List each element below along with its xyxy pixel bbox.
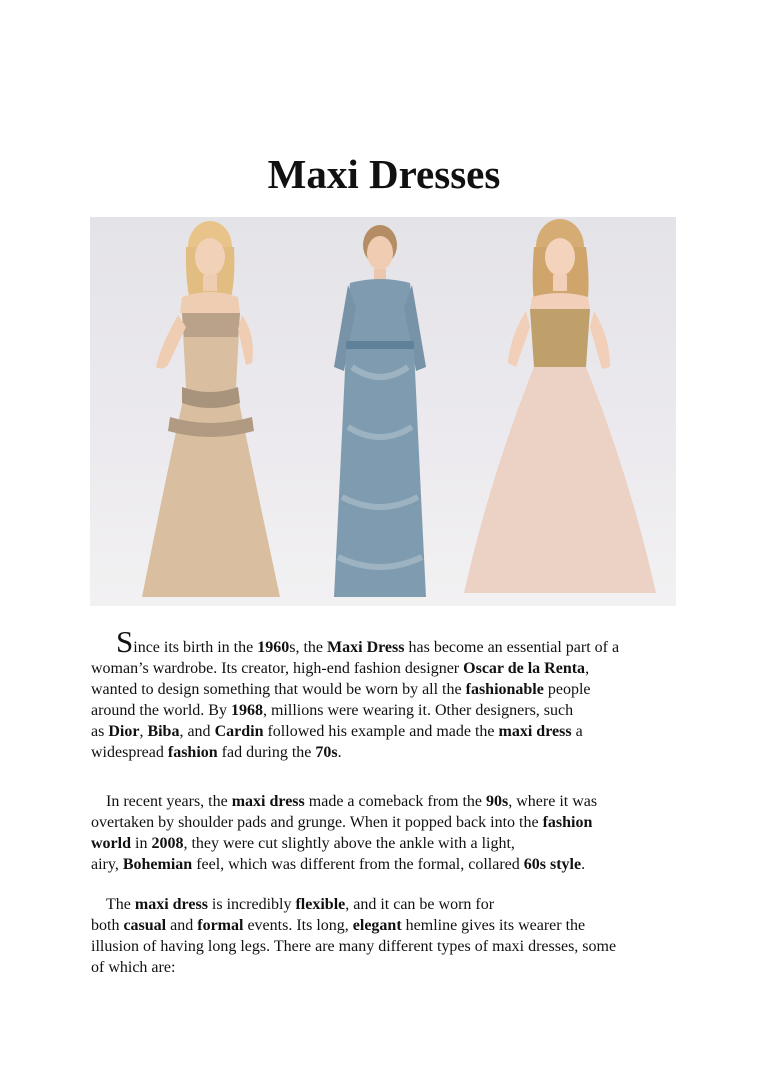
text-bold: maxi dress — [231, 793, 305, 810]
p2-line-3 — [91, 833, 691, 854]
text: wanted to design something that would be worn by all the — [91, 681, 466, 698]
text: a — [571, 723, 583, 740]
p1-line-5 — [91, 721, 691, 742]
paragraph-history — [91, 624, 691, 763]
text-bold: 2008 — [151, 835, 184, 852]
text: and — [166, 917, 198, 934]
model-right — [464, 219, 656, 593]
p3-line-3 — [91, 936, 691, 957]
text: woman’s wardrobe. Its creator, high-end fashion designer — [91, 660, 464, 677]
text: , they were cut slightly above the ankle with a light, — [183, 835, 515, 852]
text: overtaken by shoulder pads and grunge. When it popped back into the — [91, 814, 543, 831]
text-bold: elegant — [352, 917, 402, 934]
text: is incredibly — [207, 896, 296, 913]
text: has become an essential part of a — [404, 639, 620, 656]
p1-line-4 — [91, 700, 691, 721]
text: people — [543, 681, 591, 698]
text: feel, which was different from the formal, collared — [192, 856, 524, 873]
text: In recent years, the — [106, 793, 232, 810]
model-left — [142, 221, 280, 597]
p1-line-1 — [91, 624, 691, 659]
text-bold: 1968 — [230, 702, 263, 719]
text: fad during the — [217, 744, 316, 761]
paragraph-flexibility — [91, 894, 691, 978]
dresses-photo — [90, 217, 676, 606]
p1-line-6 — [91, 742, 691, 763]
text: The — [106, 896, 135, 913]
text: , and — [179, 723, 215, 740]
text: as — [91, 723, 109, 740]
page-title: Maxi Dresses — [267, 151, 501, 197]
dresses-illustration — [90, 217, 676, 606]
text: of which are: — [91, 959, 176, 976]
text: both — [91, 917, 124, 934]
text: , — [139, 723, 148, 740]
text: ince its birth in the — [133, 639, 258, 656]
text: , — [585, 660, 590, 677]
text: , and it can be worn for — [345, 896, 495, 913]
text: s, the — [289, 639, 328, 656]
text-bold: maxi dress — [134, 896, 208, 913]
text-bold: Dior — [108, 723, 140, 740]
text-bold: Maxi Dress — [327, 639, 405, 656]
p3-line-1 — [91, 894, 691, 915]
text-bold: 70s — [315, 744, 338, 761]
text: followed his example and made the — [263, 723, 499, 740]
p3-line-2 — [91, 915, 691, 936]
text: made a comeback from the — [304, 793, 487, 810]
text-bold: 60s style — [523, 856, 582, 873]
model-middle — [334, 225, 426, 597]
text-bold: formal — [197, 917, 244, 934]
text-bold: fashionable — [465, 681, 544, 698]
p1-line-2 — [91, 658, 691, 679]
text-bold: fashion — [167, 744, 218, 761]
text-bold: maxi dress — [498, 723, 572, 740]
text-bold: flexible — [295, 896, 346, 913]
text-bold: world — [91, 835, 131, 852]
text-bold: 90s — [486, 793, 509, 810]
drop-cap: S — [116, 624, 134, 659]
text: hemline gives its wearer the — [401, 917, 586, 934]
p2-line-1 — [91, 791, 691, 812]
text: illusion of having long legs. There are many different types of maxi dresses, some — [91, 938, 617, 955]
text-bold: 1960 — [257, 639, 290, 656]
text: widespread — [91, 744, 168, 761]
text-bold: Bohemian — [122, 856, 193, 873]
text: around the world. By — [91, 702, 231, 719]
p3-line-4 — [91, 957, 691, 978]
p1-line-3 — [91, 679, 691, 700]
text-bold: Cardin — [214, 723, 264, 740]
text-bold: fashion — [542, 814, 593, 831]
text: . — [337, 744, 342, 761]
text: in — [131, 835, 152, 852]
paragraph-comeback — [91, 791, 691, 875]
text: , millions were wearing it. Other designers, such — [262, 702, 574, 719]
text: events. Its long, — [243, 917, 353, 934]
text: airy, — [91, 856, 123, 873]
text: . — [581, 856, 586, 873]
text-bold: Oscar de la Renta — [463, 660, 586, 677]
p2-line-4 — [91, 854, 691, 875]
p2-line-2 — [91, 812, 691, 833]
text-bold: casual — [123, 917, 167, 934]
text: , where it was — [508, 793, 598, 810]
text-bold: Biba — [147, 723, 180, 740]
